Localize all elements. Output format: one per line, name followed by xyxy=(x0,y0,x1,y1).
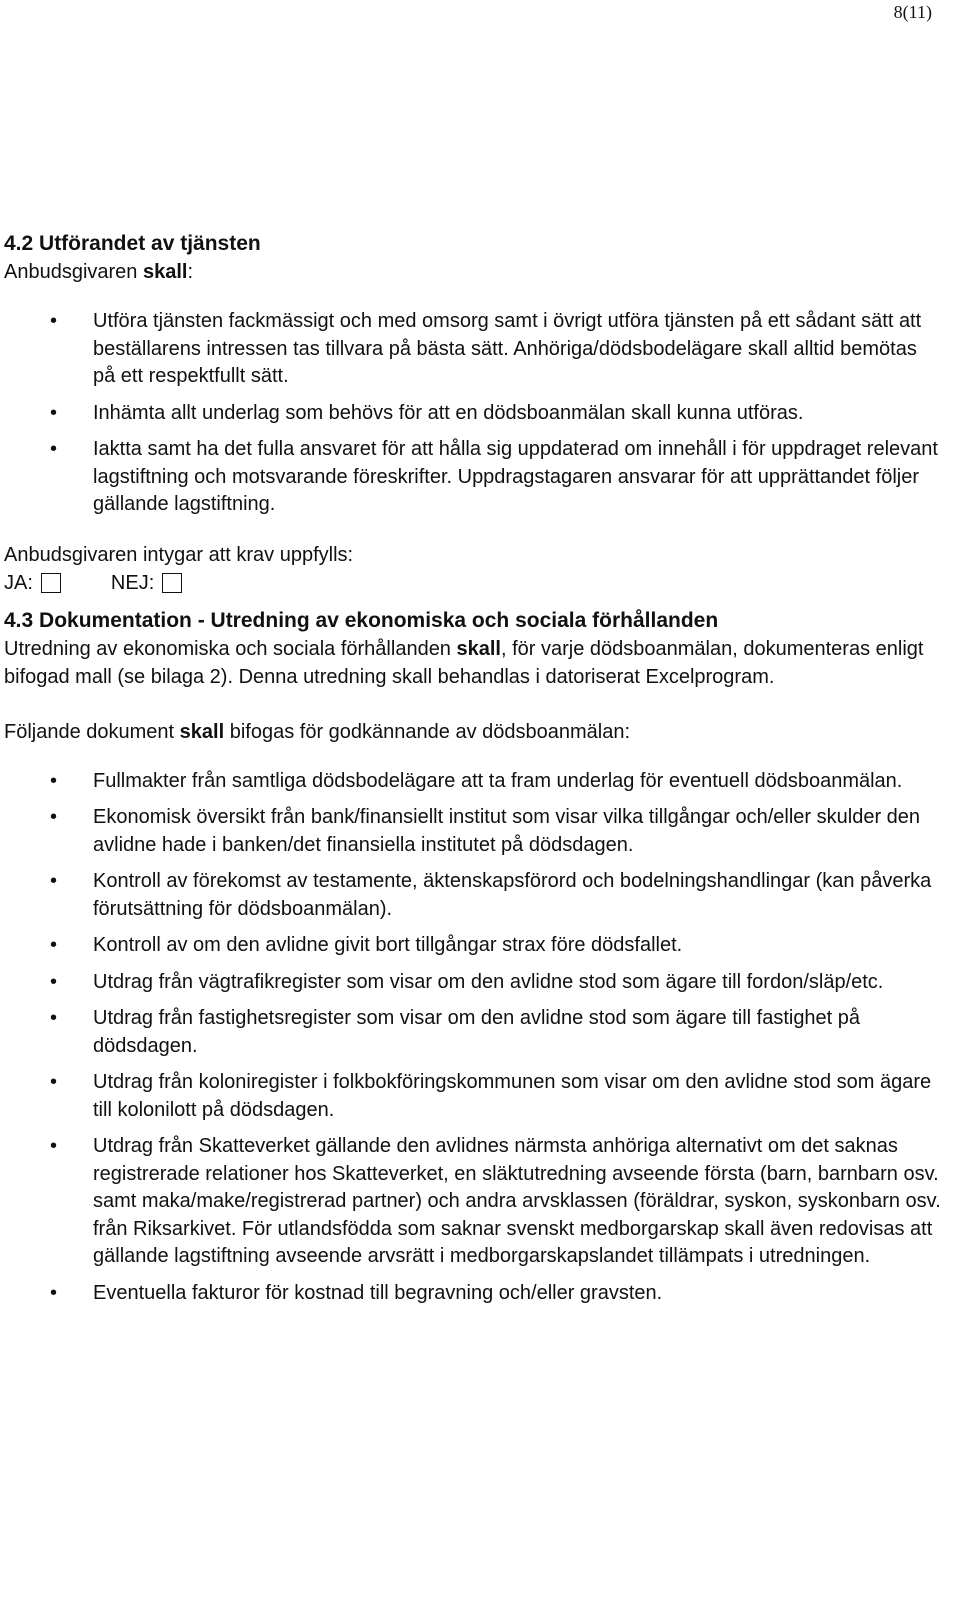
documents-intro: Följande dokument skall bifogas för godkännande av dödsboanmälan: xyxy=(4,720,631,743)
list-item: • Fullmakter från samtliga dödsbodelägare att ta fram underlag för eventuell dödsboanmälan. xyxy=(4,768,944,796)
ja-label: JA: xyxy=(4,571,33,594)
nej-checkbox[interactable] xyxy=(162,573,182,593)
list-item: • Kontroll av om den avlidne givit bort tillgångar strax före dödsfallet. xyxy=(4,932,944,960)
documents-list xyxy=(4,768,944,1308)
list-item: • Utdrag från Skatteverket gällande den avlidnes närmsta anhöriga alternativt om det saknas registrerade relationer hos Skatteverket, en släktutredning avseende första (barn, barnbarn osv. samt maka/make/registrerad partner) och andra arvsklassen (föräldrar, syskon, syskonbarn osv. från Riksarkivet. För utlandsfödda som saknar svenskt medborgarskap skall även redovisas att gällande lagstiftning avseende arvsrätt i medborgarskapslandet tillämpats i utredningen. xyxy=(4,1133,944,1271)
nej-label: NEJ: xyxy=(110,571,155,594)
list-item: • Ekonomisk översikt från bank/finansiellt institut som visar vilka tillgångar och/eller skulder den avlidne hade i banken/det finansiella institutet på dödsdagen. xyxy=(4,804,944,859)
list-item: • Eventuella fakturor för kostnad till begravning och/eller gravsten. xyxy=(4,1280,944,1308)
document-body xyxy=(4,230,944,1307)
yes-no-row xyxy=(4,569,944,597)
section-heading-4-2: 4.2 Utförandet av tjänsten xyxy=(4,232,261,255)
attestation-text: Anbudsgivaren intygar att krav uppfylls: xyxy=(4,543,354,566)
page-number: 8(11) xyxy=(893,2,932,22)
list-item: • Kontroll av förekomst av testamente, äktenskapsförord och bodelningshandlingar (kan påverka förutsättning för dödsboanmälan). xyxy=(4,868,944,923)
list-item: • Iaktta samt ha det fulla ansvaret för att hålla sig uppdaterad om innehåll i för uppdraget relevant lagstiftning och motsvarande föreskrifter. Uppdragstagaren ansvarar för att upprättandet följer gällande lagstiftning. xyxy=(4,436,944,519)
section-heading-4-3: 4.3 Dokumentation - Utredning av ekonomiska och sociala förhållanden xyxy=(4,608,719,632)
list-item: • Utdrag från vägtrafikregister som visar om den avlidne stod som ägare till fordon/släp/etc. xyxy=(4,969,944,997)
section-paragraph: Utredning av ekonomiska och sociala förhållanden skall, för varje dödsboanmälan, dokumenteras enligt bifogad mall (se bilaga 2). Denna utredning skall behandlas i datoriserat Excelprogram. xyxy=(4,637,924,688)
list-item: • Inhämta allt underlag som behövs för att en dödsboanmälan skall kunna utföras. xyxy=(4,400,944,428)
list-item: • Utdrag från koloniregister i folkbokföringskommunen som visar om den avlidne stod som ägare till kolonilott på dödsdagen. xyxy=(4,1069,944,1124)
list-item: • Utdrag från fastighetsregister som visar om den avlidne stod som ägare till fastighet på dödsdagen. xyxy=(4,1005,944,1060)
requirements-list xyxy=(4,308,944,519)
list-item: • Utföra tjänsten fackmässigt och med omsorg samt i övrigt utföra tjänsten på ett sådant sätt att beställarens intressen tas tillvara på bästa sätt. Anhöriga/dödsbodelägare skall alltid bemötas på ett respektfullt sätt. xyxy=(4,308,944,391)
section-intro: Anbudsgivaren skall: xyxy=(4,261,194,283)
ja-checkbox[interactable] xyxy=(41,573,61,593)
